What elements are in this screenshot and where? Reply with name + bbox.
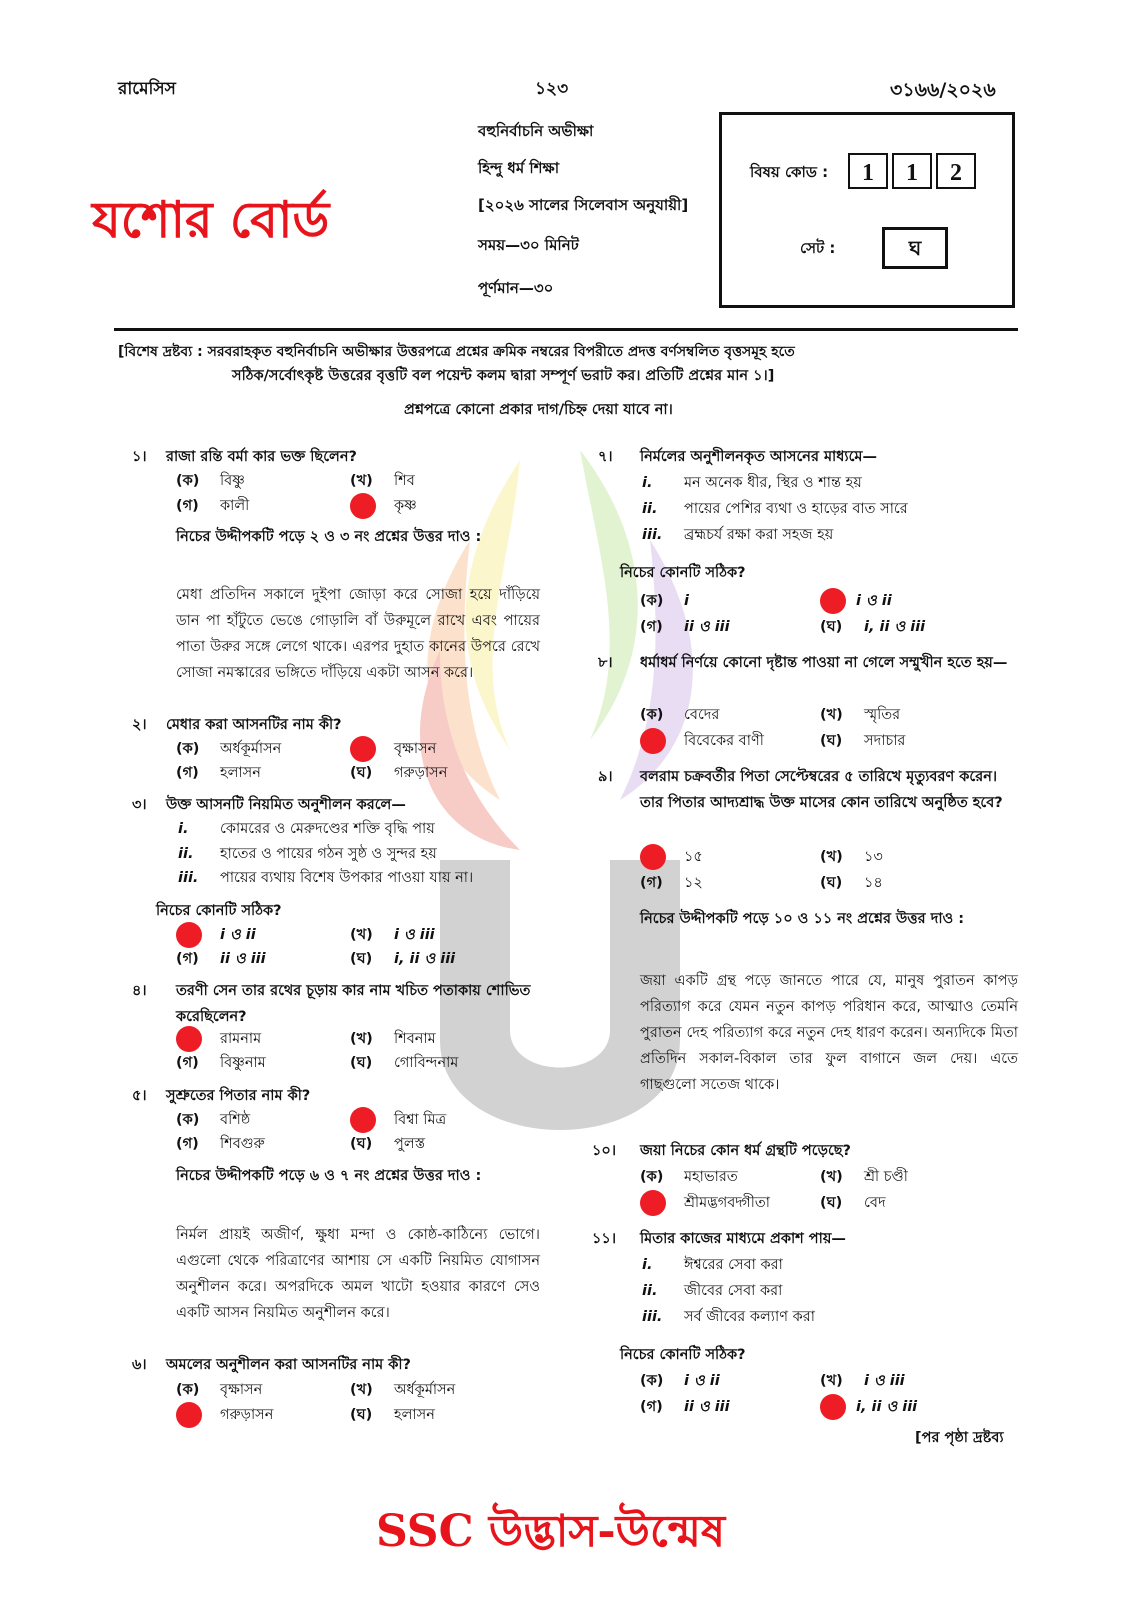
option-b[interactable] [350,1377,455,1403]
question-text: অমলের অনুশীলন করা আসনটির নাম কী? [166,1357,411,1373]
option-label: (ঘ) [350,1055,373,1071]
option-text: শ্রীমদ্ভগবদ্গীতা [684,1195,770,1211]
subject-code-digits [848,153,980,189]
question-10 [592,1138,851,1164]
subject-code-label: বিষয় কোড : [750,163,829,181]
option-c[interactable] [176,493,249,519]
page-continue-note: [পর পৃষ্ঠা দ্রষ্টব্য [915,1430,1004,1446]
subject-code-digit: 1 [848,153,888,189]
option-label: (ক) [640,593,664,609]
option-label: (ঘ) [350,765,373,781]
option-text: i, ii ও iii [394,951,456,967]
statement-text: ব্রহ্মচর্য রক্ষা করা সহজ হয় [684,527,834,543]
option-label: (ঘ) [350,1136,373,1152]
option-c[interactable] [176,1131,265,1157]
option-b[interactable] [820,1164,908,1190]
option-text: ১৩ [864,849,883,865]
option-text: কালী [220,498,250,514]
statement-label: iii. [642,1309,663,1325]
statement-i [178,816,435,842]
statement-ii [178,841,437,867]
option-label: (গ) [640,1399,663,1415]
statement-label: ii. [642,1283,658,1299]
statement-i [642,470,862,496]
statement-label: iii. [178,870,199,886]
option-label: (গ) [176,765,199,781]
which-correct: নিচের কোনটি সঠিক? [156,903,282,919]
option-label: (গ) [640,619,663,635]
option-c-answer[interactable] [640,728,764,754]
option-label: (খ) [350,473,373,489]
option-text: বিবেকের বাণী [684,733,764,749]
option-c[interactable] [640,614,730,640]
subject-code-digit: 1 [892,153,932,189]
statement-label: i. [178,821,189,837]
answer-dot [350,493,376,519]
option-d[interactable] [820,870,883,896]
option-b-answer[interactable] [820,588,892,614]
option-label: (ক) [640,1169,664,1185]
set-label: সেট : [800,239,836,257]
question-11 [592,1226,846,1252]
answer-dot [350,736,376,762]
answer-dot [640,1190,666,1216]
statement-i [642,1252,783,1278]
notice-line-1: [বিশেষ দ্রষ্টব্য : সরবরাহকৃত বহুনির্বাচনি অভীক্ষার উত্তরপত্রে প্রশ্নের ক্রমিক নম্বরের বিপরীতে প্রদত্ত বর্ণসম্বলিত বৃত্তসমূহ হতে [118,344,795,360]
option-text: ১৫ [684,849,703,865]
option-d[interactable] [350,1402,435,1428]
option-a[interactable] [176,736,281,762]
option-label: (ক) [176,741,200,757]
option-d[interactable] [350,946,455,972]
statement-text: পায়ের ব্যথায় বিশেষ উপকার পাওয়া যায় না। [220,870,474,886]
question-text: জয়া নিচের কোন ধর্ম গ্রন্থটি পড়েছে? [640,1143,851,1159]
which-correct: নিচের কোনটি সঠিক? [620,565,746,581]
question-number: ৬। [132,1357,147,1373]
option-text: বিষ্ণু [220,473,245,489]
option-text: ii ও iii [684,619,730,635]
stimulus-passage-1: মেধা প্রতিদিন সকালে দুইপা জোড়া করে সোজা হয়ে দাঁড়িয়ে ডান পা হাঁটুতে ভেঙে গোড়ালি বাঁ উরুমূলে রাখে এবং পায়ের পাতা উরুর সঙ্গে লেগে থাকে। এরপর দুহাত কানের উপরে রেখে সোজা নমস্কারের ভঙ্গিতে দাঁড়িয়ে একটা আসন করে। [176,587,540,681]
option-text: রামনাম [220,1031,262,1047]
header-divider [114,328,1018,331]
option-text: মহাভারত [684,1169,738,1185]
option-c[interactable] [176,760,261,786]
option-b[interactable] [820,702,900,728]
answer-dot [640,844,666,870]
option-label: (গ) [176,498,199,514]
option-d[interactable] [820,728,905,754]
option-label: (ক) [176,1112,200,1128]
question-text: তরণী সেন তার রথের চূড়ায় কার নাম খচিত পতাকায় শোভিত করেছিলেন? [176,983,531,1025]
option-label: (ক) [640,707,664,723]
option-label: (খ) [350,1382,373,1398]
question-number: ১০। [592,1143,617,1159]
stimulus-passage-2: নির্মল প্রায়ই অজীর্ণ, ক্ষুধা মন্দা ও কোষ্ঠ-কাঠিন্যে ভোগে। এগুলো থেকে পরিত্রাণের আশায় সে একটি নিয়মিত যোগাসন অনুশীলন করে। অপরদিকে অমল খাটো হওয়ার কারণে সেও একটি আসন নিয়মিত অনুশীলন করে। [176,1227,540,1321]
question-number: ৫। [132,1088,147,1104]
statement-text: কোমরের ও মেরুদণ্ডের শক্তি বৃদ্ধি পায় [220,821,435,837]
option-b-answer[interactable] [350,1107,446,1133]
question-1 [132,444,357,470]
option-text: গরুড়াসন [220,1407,274,1423]
option-b[interactable] [820,844,883,870]
option-text: গরুড়াসন [394,765,448,781]
option-label: (ক) [176,473,200,489]
subject-code-box [719,112,1015,308]
option-text: ii ও iii [684,1399,730,1415]
answer-dot [176,1402,202,1428]
option-label: (গ) [176,1055,199,1071]
option-label: (গ) [640,875,663,891]
option-text: ১২ [684,875,703,891]
statement-label: i. [642,475,653,491]
stimulus-instruction-3: নিচের উদ্দীপকটি পড়ে ১০ ও ১১ নং প্রশ্নের উত্তর দাও : [640,911,965,927]
exam-time: সময়—৩০ মিনিট [478,236,579,254]
option-b[interactable] [350,922,435,948]
statement-text: পায়ের পেশির ব্যথা ও হাড়ের বাত সারে [684,501,908,517]
question-9 [598,764,1020,816]
question-number: ৪। [132,983,147,999]
option-label: (খ) [820,707,843,723]
full-marks: পূর্ণমান—৩০ [478,279,554,297]
option-b[interactable] [350,468,415,494]
option-d-answer[interactable] [820,1394,917,1420]
statement-iii [642,522,833,548]
option-c-answer[interactable] [176,1402,273,1428]
option-label: (খ) [350,1031,373,1047]
option-text: হলাসন [394,1407,435,1423]
option-c[interactable] [176,946,266,972]
option-text: ii ও iii [220,951,266,967]
question-text: মেধার করা আসনটির নাম কী? [166,717,342,733]
option-label: (ঘ) [350,1407,373,1423]
statement-ii [642,1278,782,1304]
option-a-answer[interactable] [176,922,256,948]
answer-dot [350,1107,376,1133]
statement-label: iii. [642,527,663,543]
option-text: i ও iii [864,1373,905,1389]
option-text: শিবনাম [394,1031,436,1047]
question-3 [132,792,406,818]
notice-line-2: সঠিক/সর্বোৎকৃষ্ট উত্তরের বৃত্তটি বল পয়েন্ট কলম দ্বারা সম্পূর্ণ ভরাট কর। প্রতিটি প্রশ্নের মান ১।] [232,368,775,384]
statement-text: হাতের ও পায়ের গঠন সুষ্ঠ ও সুন্দর হয় [220,846,437,862]
question-8 [598,650,1018,676]
statement-text: জীবের সেবা করা [684,1283,783,1299]
option-text: বেদের [684,707,720,723]
option-d[interactable] [350,1050,458,1076]
option-text: হলাসন [220,765,261,781]
statement-label: ii. [178,846,194,862]
board-title: যশোর বোর্ড [92,190,330,249]
option-text: কৃষ্ণ [394,498,417,514]
option-text: শিবগুরু [220,1136,265,1152]
option-label: (খ) [820,849,843,865]
set-value-box [882,227,948,269]
option-text: গোবিন্দনাম [394,1055,459,1071]
question-text: ধর্মাধর্ম নির্ণয়ে কোনো দৃষ্টান্ত পাওয়া না গেলে সম্মুখীন হতে হয়— [640,655,1008,671]
statement-iii [178,865,473,891]
question-number: ৮। [598,655,613,671]
question-4 [132,978,542,1030]
option-d[interactable] [820,614,925,640]
option-label: (ক) [176,1382,200,1398]
answer-dot [820,1394,846,1420]
statement-iii [642,1304,815,1330]
option-text: i ও ii [220,927,256,943]
question-6 [132,1352,411,1378]
option-b[interactable] [820,1368,905,1394]
option-label: (ঘ) [820,733,843,749]
option-a-answer[interactable] [176,1026,261,1052]
stimulus-instruction-2: নিচের উদ্দীপকটি পড়ে ৬ ও ৭ নং প্রশ্নের উত্তর দাও : [176,1168,482,1184]
option-label: (খ) [820,1373,843,1389]
subject-code-digit: 2 [936,153,976,189]
syllabus-note: [২০২৬ সালের সিলেবাস অনুযায়ী] [478,196,689,214]
which-correct: নিচের কোনটি সঠিক? [620,1347,746,1363]
option-label: (ঘ) [820,875,843,891]
question-number: ৯। [598,769,613,785]
option-text: অর্ধকূর্মাসন [220,741,282,757]
statement-text: সর্ব জীবের কল্যাণ করা [684,1309,815,1325]
question-2 [132,712,342,738]
question-number: ১। [132,449,147,465]
option-a[interactable] [640,588,689,614]
option-c-answer[interactable] [640,1190,770,1216]
publisher-name: রামেসিস [118,79,176,99]
option-text: অর্ধকূর্মাসন [394,1382,456,1398]
option-label: (খ) [350,927,373,943]
option-text: পুলস্ত [394,1136,426,1152]
stimulus-instruction-1: নিচের উদ্দীপকটি পড়ে ২ ও ৩ নং প্রশ্নের উত্তর দাও : [176,529,482,545]
option-label: (ঘ) [820,1195,843,1211]
question-number: ৭। [598,449,613,465]
question-number: ৩। [132,797,147,813]
option-label: (খ) [820,1169,843,1185]
option-text: বশিষ্ঠ [220,1112,251,1128]
statement-label: i. [642,1257,653,1273]
option-text: স্মৃতির [864,707,901,723]
option-a[interactable] [640,1164,738,1190]
option-d[interactable] [350,760,447,786]
statement-ii [642,496,908,522]
question-text: সুশ্রুতের পিতার নাম কী? [166,1088,311,1104]
option-label: (গ) [176,1136,199,1152]
option-text: বেদ [864,1195,886,1211]
answer-dot [640,728,666,754]
option-label: (গ) [176,951,199,967]
option-a[interactable] [640,1368,720,1394]
option-text: i ও iii [394,927,435,943]
option-text: বিষ্ণুনাম [220,1055,266,1071]
option-c[interactable] [176,1050,266,1076]
option-label: (ঘ) [820,619,843,635]
option-text: i ও ii [684,1373,720,1389]
notice-line-3: প্রশ্নপত্রে কোনো প্রকার দাগ/চিহ্ন দেয়া যাবে না। [404,402,673,418]
page-number: ১২৩ [535,79,569,99]
question-number: ২। [132,717,147,733]
option-c[interactable] [640,870,703,896]
statement-text: মন অনেক ধীর, স্থির ও শান্ত হয় [684,475,862,491]
option-text: i, ii ও iii [856,1399,918,1415]
footer-brand: SSC উদ্ভাস-উন্মেষ [376,1506,726,1557]
question-text: নির্মলের অনুশীলনকৃত আসনের মাধ্যমে— [640,449,877,465]
option-text: শ্রী চণ্ডী [864,1169,908,1185]
document-code: ৩১৬৬/২০২৬ [890,79,996,101]
question-5 [132,1083,310,1109]
answer-dot [820,588,846,614]
option-c[interactable] [640,1394,730,1420]
option-b[interactable] [350,1026,436,1052]
option-text: বৃক্ষাসন [394,741,437,757]
question-text: বলরাম চক্রবর্তীর পিতা সেপ্টেম্বরের ৫ তারিখে মৃত্যুবরণ করেন। তার পিতার আদ্যশ্রাদ্ধ উক্ত মাসের কোন তারিখে অনুষ্ঠিত হবে? [640,769,1003,811]
question-number: ১১। [592,1231,617,1247]
option-text: শিব [394,473,415,489]
option-text: i ও ii [856,593,892,609]
option-d[interactable] [820,1190,886,1216]
question-7 [598,444,877,470]
option-a[interactable] [640,702,719,728]
option-b-answer[interactable] [350,736,436,762]
subject-name: হিন্দু ধর্ম শিক্ষা [478,159,560,177]
answer-dot [176,922,202,948]
option-text: বৃক্ষাসন [220,1382,263,1398]
option-text: i [684,593,689,609]
question-text: রাজা রন্তি বর্মা কার ভক্ত ছিলেন? [166,449,357,465]
statement-text: ঈশ্বরের সেবা করা [684,1257,783,1273]
option-d-answer[interactable] [350,493,417,519]
question-text: মিতার কাজের মাধ্যমে প্রকাশ পায়— [640,1231,846,1247]
option-a[interactable] [176,1377,262,1403]
statement-label: ii. [642,501,658,517]
option-text: সদাচার [864,733,906,749]
option-text: i, ii ও iii [864,619,926,635]
question-text: উক্ত আসনটি নিয়মিত অনুশীলন করলে— [166,797,406,813]
option-a-answer[interactable] [640,844,703,870]
option-a[interactable] [176,1107,250,1133]
option-d[interactable] [350,1131,425,1157]
option-label: (ক) [640,1373,664,1389]
set-value: ঘ [908,236,922,260]
option-text: বিশ্বা মিত্র [394,1112,447,1128]
option-a[interactable] [176,468,245,494]
answer-dot [176,1026,202,1052]
option-label: (ঘ) [350,951,373,967]
option-text: ১৪ [864,875,883,891]
exam-type: বহুনির্বাচনি অভীক্ষা [478,122,594,140]
stimulus-passage-3: জয়া একটি গ্রন্থ পড়ে জানতে পারে যে, মানুষ পুরাতন কাপড় পরিত্যাগ করে যেমন নতুন কাপড় পরিধান করে, আত্মাও তেমনি পুরাতন দেহ পরিত্যাগ করে নতুন দেহ ধারণ করেন। অন্যদিকে মিতা প্রতিদিন সকাল-বিকাল তার ফুল বাগানে জল দেয়। এতে গাছগুলো সতেজ থাকে। [640,973,1018,1093]
